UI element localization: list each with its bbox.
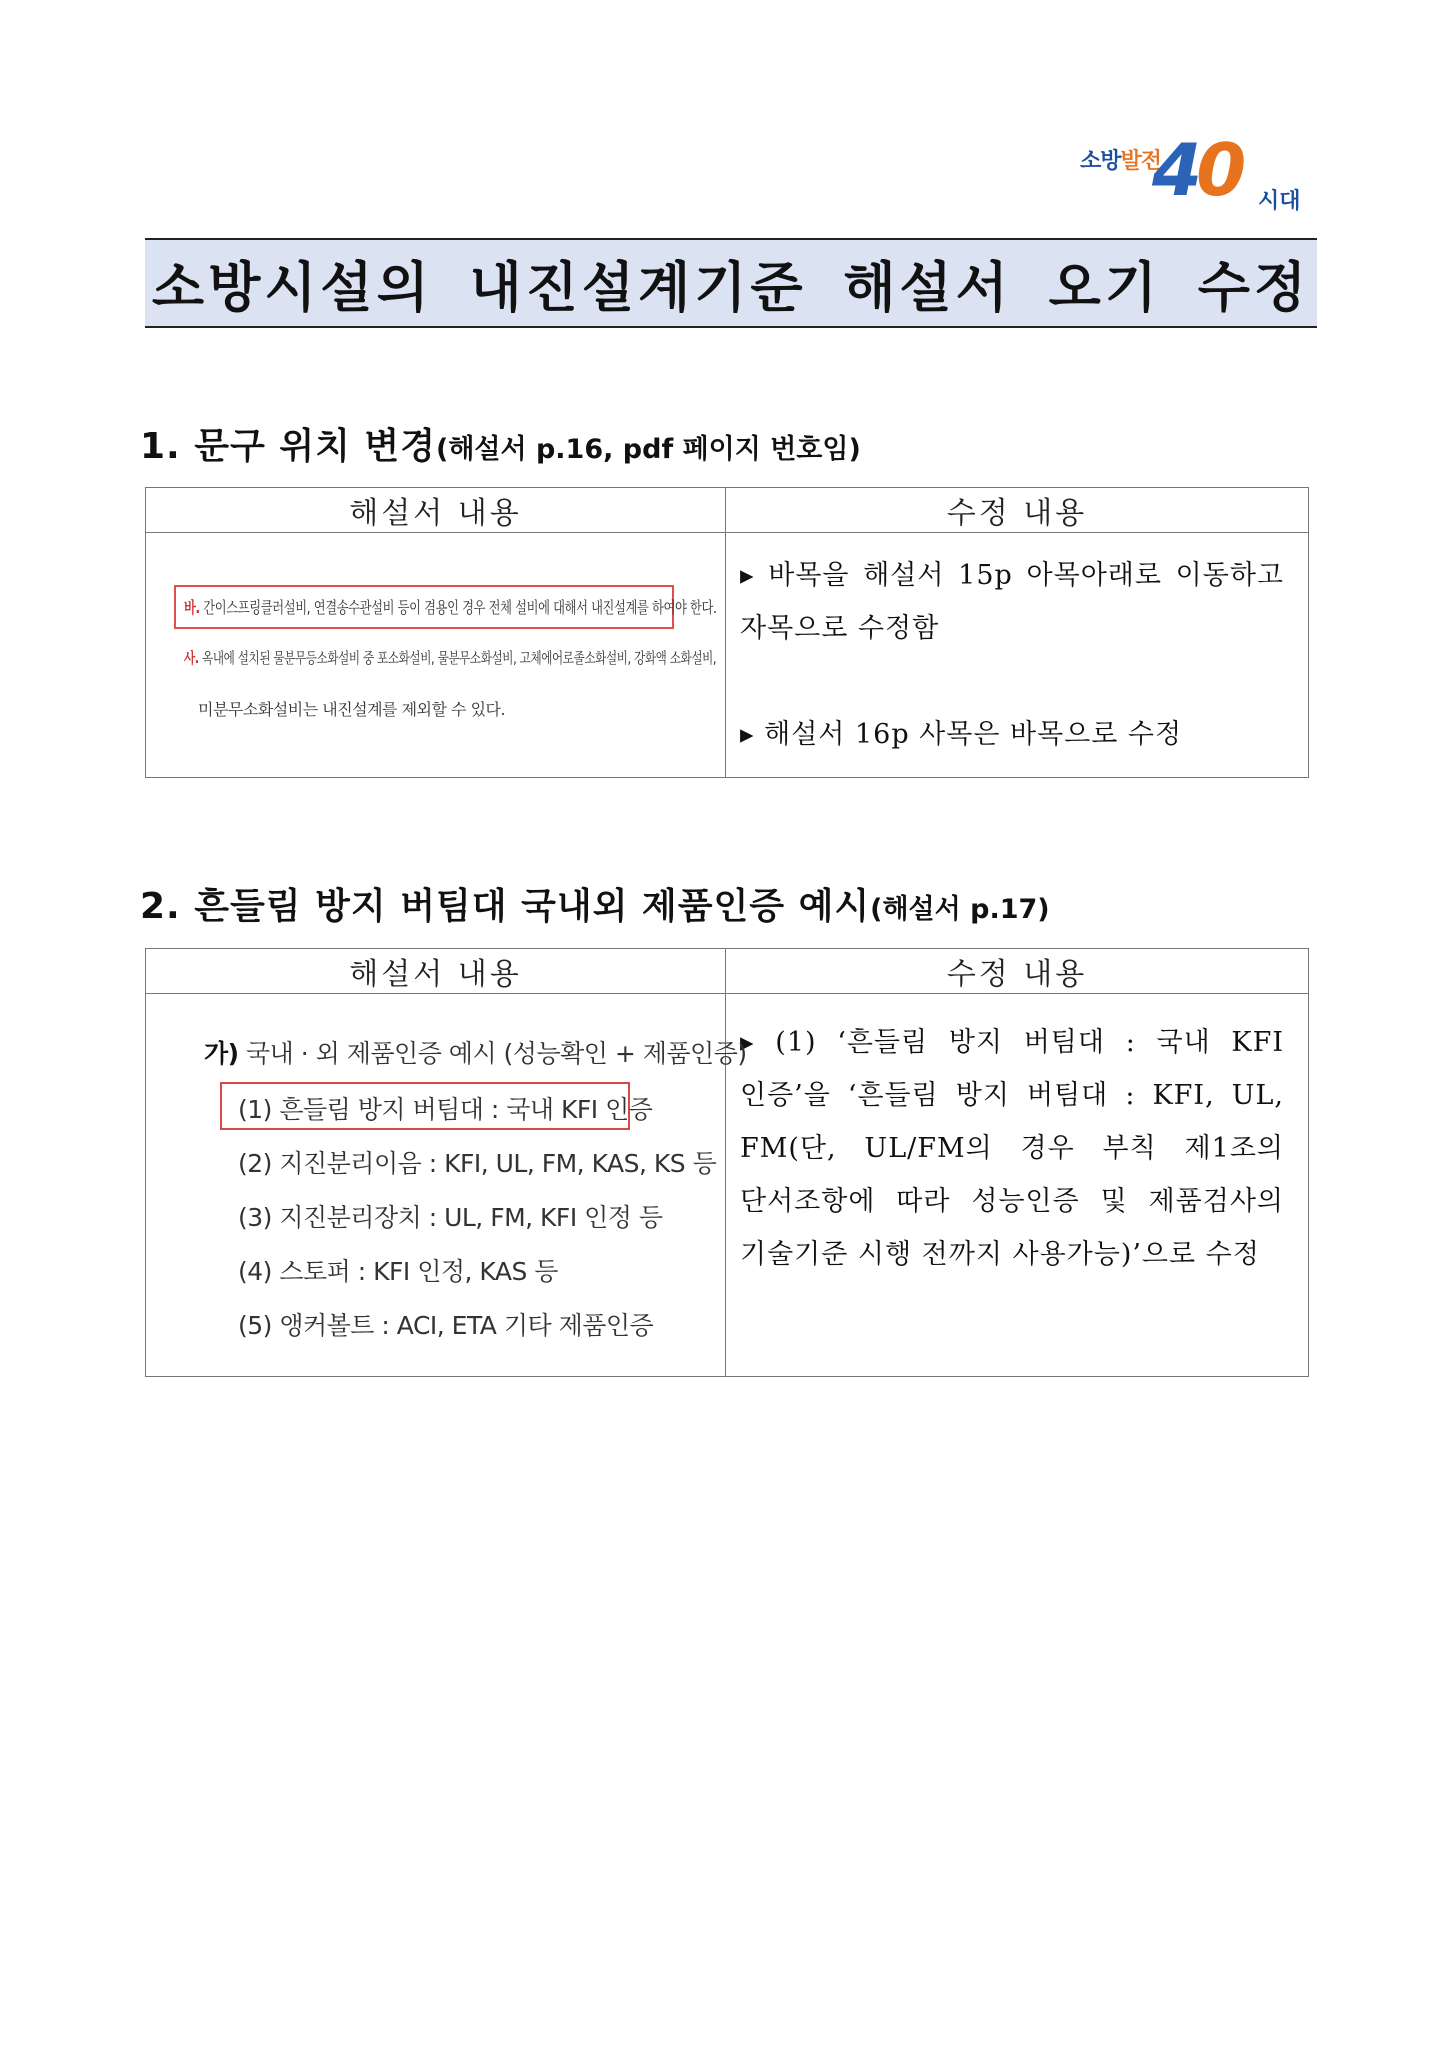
section-1-col-revision: 수정 내용 xyxy=(726,488,1309,533)
excerpt-item: (1) 흔들림 방지 버팀대 : 국내 KFI 인증 xyxy=(238,1095,653,1124)
section-2-excerpt-cell xyxy=(146,994,747,1377)
section-1-col-original: 해설서 내용 xyxy=(146,488,726,533)
section-1-revision-cell xyxy=(726,533,1309,778)
section-2-col-revision: 수정 내용 xyxy=(726,949,1309,994)
revision-item: ▸ 바목을 해설서 15p 아목아래로 이동하고 자목으로 수정함 xyxy=(740,560,1284,644)
page-title: 소방시설의 내진설계기준 해설서 오기 수정 xyxy=(151,255,1311,319)
section-1-excerpt-image xyxy=(146,533,725,777)
logo-text-bottom: 시대 xyxy=(1258,189,1301,214)
excerpt-item: (2) 지진분리이음 : KFI, UL, FM, KAS, KS 등 xyxy=(238,1149,717,1178)
title-banner xyxy=(145,238,1317,328)
logo-text-top: 소방발전 xyxy=(1080,149,1162,174)
excerpt-item: (5) 앵커볼트 : ACI, ETA 기타 제품인증 xyxy=(238,1311,654,1340)
section-2-reference: (해설서 p.17) xyxy=(870,894,1050,925)
section-2-revision-cell xyxy=(726,994,1309,1377)
excerpt-line-1: 바. 간이스프링클러설비, 연결송수관설비 등이 겸용인 경우 전체 설비에 대해서 내진설계를 하여야 한다. xyxy=(184,598,717,617)
excerpt-item: (4) 스토퍼 : KFI 인정, KAS 등 xyxy=(238,1257,558,1286)
revision-item: ▸ (1) ‘흔들림 방지 버팀대 : 국내 KFI 인증’을 ‘흔들림 방지 버팀대 : KFI, UL, FM(단, UL/FM의 경우 부칙 제1조의 단서조항에 따라 성능인증 및 제품검사의 기술기준 시행 전까지 사용가능)’으로 수정 xyxy=(740,1027,1284,1270)
excerpt-line-2: 사. 옥내에 설치된 물분무등소화설비 중 포소화설비, 물분무소화설비, 고체에어로졸소화설비, 강화액 소화설비, xyxy=(184,649,717,667)
excerpt-item: (3) 지진분리장치 : UL, FM, KFI 인정 등 xyxy=(238,1203,663,1232)
section-2-col-original: 해설서 내용 xyxy=(146,949,726,994)
logo xyxy=(1080,130,1320,220)
section-2-table xyxy=(145,948,1309,1377)
section-1-table xyxy=(145,487,1309,778)
section-2-excerpt-image xyxy=(146,994,747,1376)
section-1-reference: (해설서 p.16, pdf 페이지 번호임) xyxy=(435,434,861,465)
logo-number: 40 xyxy=(1152,128,1241,212)
section-1-heading: 1. 문구 위치 변경(해설서 p.16, pdf 페이지 번호임) xyxy=(140,426,861,467)
section-1-excerpt-cell xyxy=(146,533,726,778)
excerpt-line-3: 미분무소화설비는 내진설계를 제외할 수 있다. xyxy=(198,700,506,719)
section-2-heading: 2. 흔들림 방지 버팀대 국내외 제품인증 예시(해설서 p.17) xyxy=(140,886,1050,927)
excerpt-lead: 가) 국내 · 외 제품인증 예시 (성능확인 + 제품인증) xyxy=(204,1039,747,1068)
revision-item: ▸ 해설서 16p 사목은 바목으로 수정 xyxy=(740,719,1183,750)
